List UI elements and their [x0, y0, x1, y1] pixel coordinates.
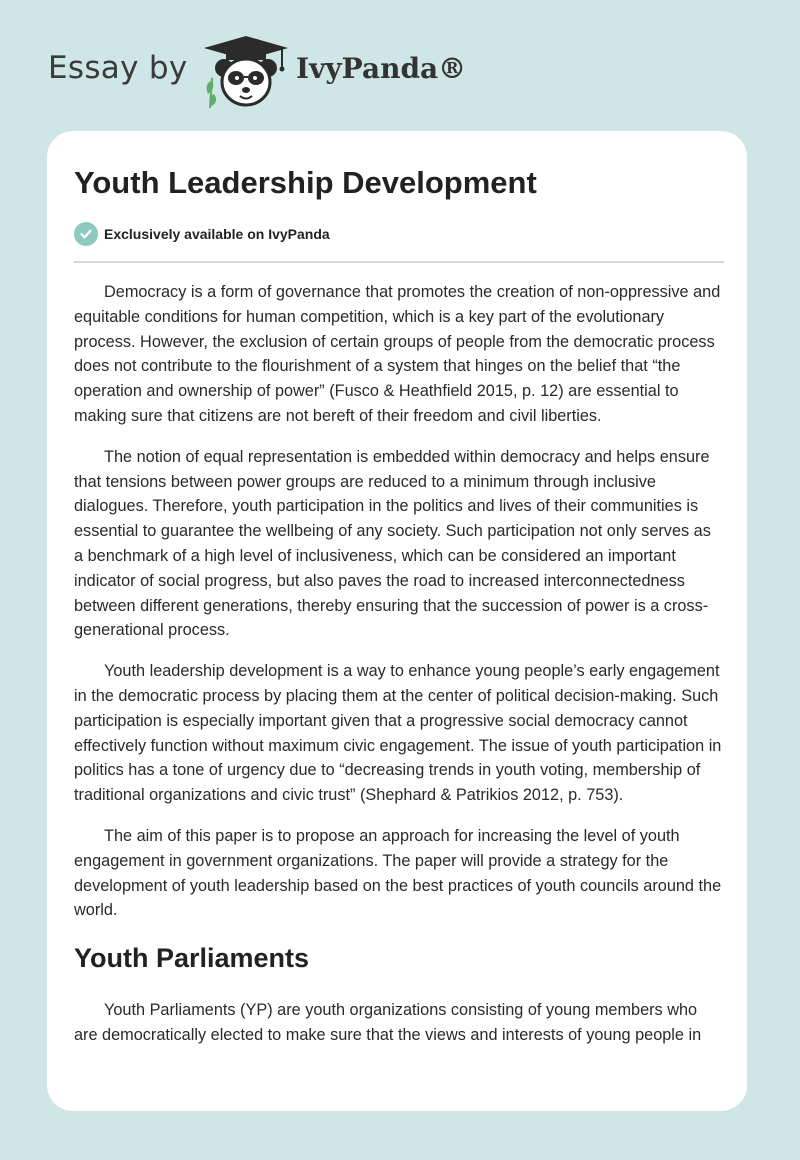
check-circle-icon	[74, 222, 98, 246]
essay-by-label: Essay by	[48, 50, 188, 86]
exclusive-badge	[74, 222, 330, 246]
section-heading: Youth Parliaments	[74, 943, 310, 974]
essay-title: Youth Leadership Development	[74, 165, 537, 200]
essay-body	[74, 280, 724, 1064]
site-header	[48, 30, 508, 110]
paragraph: Democracy is a form of governance that promotes the creation of non-oppressive and equitable conditions for human competition, which is a key part of the evolutionary process. However, the exclusion of certain groups of people from the democratic process does not contribute to the flourishment of a system that hinges on the belief that “the operation and ownership of power” (Fusco & Heathfield 2015, p. 12) are essential to making sure that citizens are not bereft of their freedom and civil liberties.	[74, 283, 721, 425]
paragraph: Youth Parliaments (YP) are youth organizations consisting of young members who are democratically elected to make sure that the views and interests of young people in	[74, 1001, 702, 1044]
paragraph: The aim of this paper is to propose an approach for increasing the level of youth engagement in government organizations. The paper will provide a strategy for the development of youth leadership based on the best practices of youth councils around the world.	[74, 826, 722, 920]
paragraph: Youth leadership development is a way to enhance young people’s early engagement in the democratic process by placing them at the center of political decision-making. Such participation is especially important given that a progressive social democracy cannot effectively function without maximum civic engagement. The issue of youth participation in politics has a tone of urgency due to “decreasing trends in youth voting, membership of traditional organizations and civic trust” (Shephard & Patrikios 2012, p. 753).	[74, 662, 722, 805]
essay-card	[47, 131, 747, 1111]
paragraph: The notion of equal representation is embedded within democracy and helps ensure that tensions between power groups are reduced to a minimum through inclusive dialogues. Therefore, youth participation in the politics and lives of their communities is essential to guarantee the wellbeing of any society. Such participation not only serves as a benchmark of a high level of inclusiveness, which can be considered an important indicator of social progress, but also paves the road to increased interconnectedness between different generations, thereby ensuring that the succession of power is a cross-generational process.	[74, 447, 711, 640]
exclusive-badge-text: Exclusively available on IvyPanda	[104, 226, 330, 242]
panda-graduate-icon[interactable]	[202, 34, 290, 110]
brand-name[interactable]: IvyPanda®	[296, 52, 467, 85]
title-divider	[74, 261, 724, 263]
